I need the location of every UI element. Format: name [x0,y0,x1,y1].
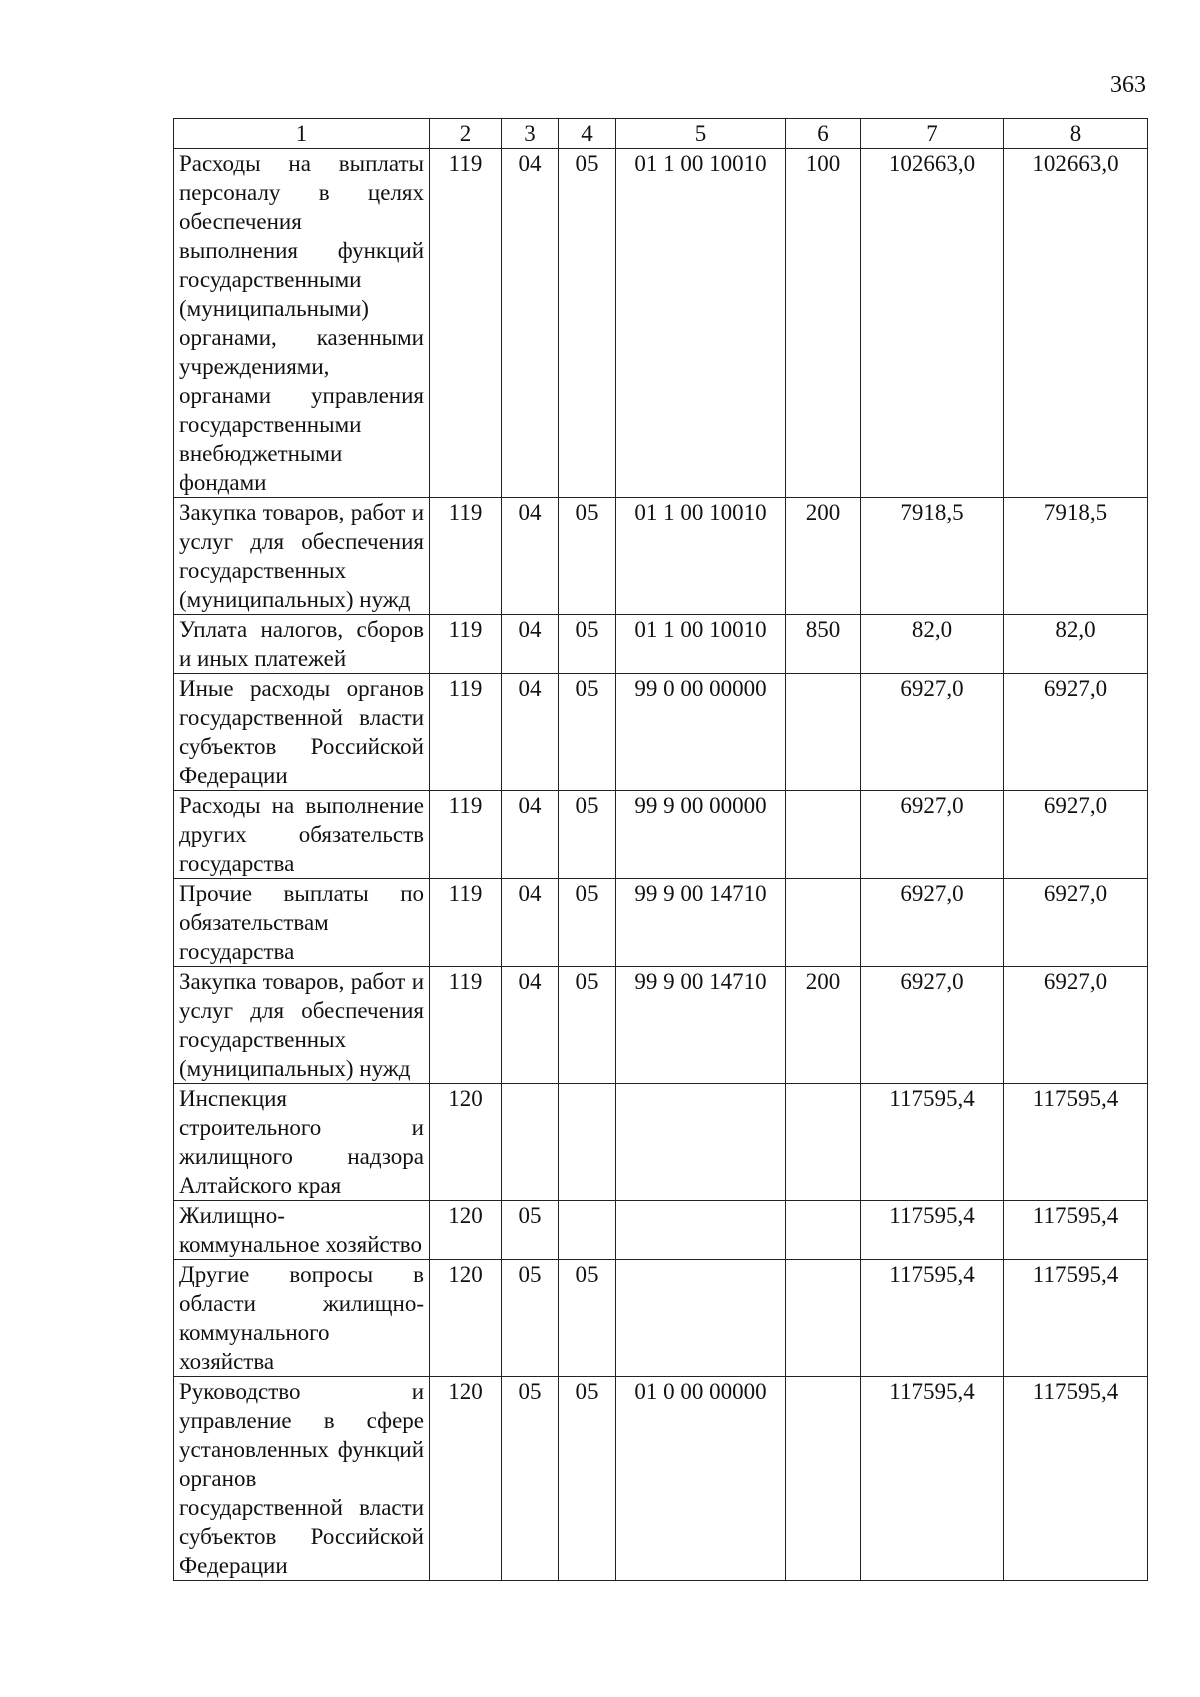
row-code-3: 04 [502,879,559,967]
row-amount-8: 7918,5 [1004,498,1148,615]
row-code-5: 01 1 00 10010 [616,149,786,498]
row-amount-8: 117595,4 [1004,1260,1148,1377]
row-amount-7: 6927,0 [861,967,1004,1084]
table-row [174,615,1148,674]
row-amount-7: 6927,0 [861,791,1004,879]
table-row [174,1260,1148,1377]
table-row [174,149,1148,498]
row-amount-7: 102663,0 [861,149,1004,498]
row-code-4: 05 [559,149,616,498]
table-body [174,149,1148,1581]
row-code-6 [786,879,861,967]
row-code-2: 119 [430,879,502,967]
row-code-2: 120 [430,1084,502,1201]
row-code-3 [502,1084,559,1201]
row-code-3: 04 [502,498,559,615]
budget-table [173,118,1148,1581]
header-cell-2: 2 [430,119,502,149]
row-code-5: 01 1 00 10010 [616,498,786,615]
header-cell-6: 6 [786,119,861,149]
row-code-4: 05 [559,791,616,879]
row-code-2: 119 [430,791,502,879]
row-code-3: 04 [502,615,559,674]
row-amount-7: 7918,5 [861,498,1004,615]
row-amount-8: 82,0 [1004,615,1148,674]
row-amount-7: 117595,4 [861,1260,1004,1377]
row-amount-7: 117595,4 [861,1201,1004,1260]
row-name: Расходы на выплаты персоналу в целях обеспечения выполнения функций государственными (муниципальными) органами, казенными учреждениями, органами управления государственными внебюджетными фондами [174,149,430,498]
table-row [174,1201,1148,1260]
row-code-5: 99 9 00 00000 [616,791,786,879]
table-row [174,791,1148,879]
row-amount-7: 117595,4 [861,1084,1004,1201]
table-row [174,879,1148,967]
header-row [174,119,1148,149]
row-code-4: 05 [559,615,616,674]
row-code-3: 04 [502,674,559,791]
row-code-4: 05 [559,498,616,615]
row-code-3: 04 [502,149,559,498]
row-amount-8: 6927,0 [1004,674,1148,791]
row-code-5: 01 0 00 00000 [616,1377,786,1581]
row-code-4: 05 [559,967,616,1084]
row-code-4: 05 [559,879,616,967]
header-cell-7: 7 [861,119,1004,149]
row-code-2: 119 [430,149,502,498]
table-row [174,1084,1148,1201]
row-code-6 [786,1260,861,1377]
table-row [174,967,1148,1084]
row-code-5 [616,1260,786,1377]
row-code-2: 119 [430,498,502,615]
row-code-6: 100 [786,149,861,498]
row-code-5: 99 9 00 14710 [616,967,786,1084]
row-code-6: 200 [786,498,861,615]
header-cell-8: 8 [1004,119,1148,149]
row-code-2: 119 [430,674,502,791]
row-code-6 [786,1084,861,1201]
header-cell-4: 4 [559,119,616,149]
page-number: 363 [1110,72,1146,98]
header-cell-1: 1 [174,119,430,149]
row-code-3: 05 [502,1377,559,1581]
row-code-3: 05 [502,1260,559,1377]
row-code-3: 04 [502,791,559,879]
row-code-5: 99 9 00 14710 [616,879,786,967]
row-code-2: 119 [430,615,502,674]
header-cell-3: 3 [502,119,559,149]
row-code-4 [559,1084,616,1201]
row-amount-7: 117595,4 [861,1377,1004,1581]
row-name: Закупка товаров, работ и услуг для обеспечения государственных (муниципальных) нужд [174,498,430,615]
row-code-6: 850 [786,615,861,674]
table-row [174,674,1148,791]
row-name: Руководство и управление в сфере установленных функций органов государственной власти субъектов Российской Федерации [174,1377,430,1581]
row-code-6 [786,674,861,791]
row-code-5 [616,1084,786,1201]
row-code-3: 05 [502,1201,559,1260]
row-amount-8: 117595,4 [1004,1377,1148,1581]
row-amount-7: 82,0 [861,615,1004,674]
row-amount-8: 6927,0 [1004,791,1148,879]
row-code-6 [786,1377,861,1581]
row-name: Прочие выплаты по обязательствам государства [174,879,430,967]
row-name: Расходы на выполнение других обязательств государства [174,791,430,879]
row-amount-8: 117595,4 [1004,1201,1148,1260]
row-code-2: 120 [430,1377,502,1581]
row-code-6 [786,791,861,879]
row-amount-8: 117595,4 [1004,1084,1148,1201]
table-row [174,498,1148,615]
row-code-4: 05 [559,674,616,791]
row-code-4: 05 [559,1377,616,1581]
row-code-3: 04 [502,967,559,1084]
row-amount-7: 6927,0 [861,674,1004,791]
row-code-5 [616,1201,786,1260]
row-code-5: 01 1 00 10010 [616,615,786,674]
row-name: Закупка товаров, работ и услуг для обеспечения государственных (муниципальных) нужд [174,967,430,1084]
row-code-4: 05 [559,1260,616,1377]
row-amount-8: 6927,0 [1004,967,1148,1084]
table-row [174,1377,1148,1581]
row-amount-8: 6927,0 [1004,879,1148,967]
row-code-5: 99 0 00 00000 [616,674,786,791]
row-amount-8: 102663,0 [1004,149,1148,498]
row-name: Инспекция строительного и жилищного надзора Алтайского края [174,1084,430,1201]
table-header [174,119,1148,149]
row-amount-7: 6927,0 [861,879,1004,967]
row-code-2: 119 [430,967,502,1084]
row-name: Иные расходы органов государственной власти субъектов Российской Федерации [174,674,430,791]
row-code-6 [786,1201,861,1260]
row-code-6: 200 [786,967,861,1084]
row-name: Другие вопросы в области жилищно-коммунального хозяйства [174,1260,430,1377]
row-name: Жилищно-коммунальное хозяйство [174,1201,430,1260]
row-code-2: 120 [430,1260,502,1377]
row-name: Уплата налогов, сборов и иных платежей [174,615,430,674]
row-code-4 [559,1201,616,1260]
row-code-2: 120 [430,1201,502,1260]
header-cell-5: 5 [616,119,786,149]
